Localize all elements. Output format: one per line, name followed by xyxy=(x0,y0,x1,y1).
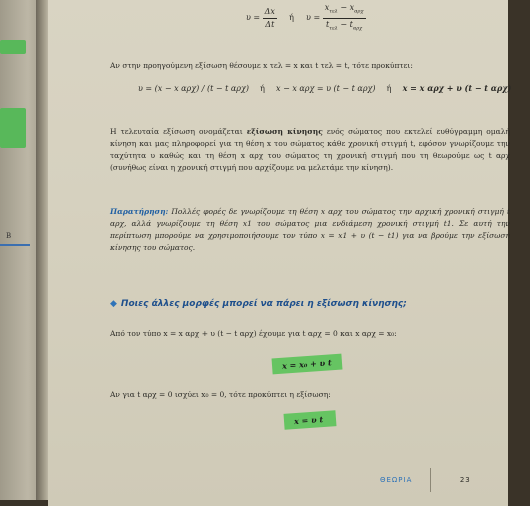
margin-mark: B xyxy=(6,232,12,240)
term-bold: εξίσωση κίνησης xyxy=(246,127,323,136)
top-equation xyxy=(246,2,366,34)
var-text: − x xyxy=(337,3,355,12)
subscript: αρχ xyxy=(352,25,363,32)
subscript: τελ xyxy=(329,8,338,15)
equation-line xyxy=(138,82,511,95)
footer-divider xyxy=(430,468,431,492)
fraction-numerator: Δx xyxy=(263,6,277,19)
eq-lhs: υ = xyxy=(306,13,321,23)
paragraph xyxy=(110,126,510,174)
text: Η τελευταία εξίσωση ονομάζεται xyxy=(110,127,247,136)
paragraph: Από τον τύπο x = x αρχ + υ (t − t αρχ) έχουμε για t αρχ = 0 και x αρχ = x₀: xyxy=(110,329,397,338)
margin-tab xyxy=(0,108,26,148)
left-page-edge xyxy=(0,0,40,500)
fraction-denominator xyxy=(323,19,366,35)
var-text: − t xyxy=(337,19,353,29)
var-text: x xyxy=(324,3,330,12)
note-text: Πολλές φορές δε γνωρίζουμε τη θέση x αρχ του σώματος την αρχική χρονική στιγμή t αρχ, αλλά γνωρίζουμε τη θέση x1 του σώματος μια ενδιάμεση χρονική στιγμή t1. Σε αυτή την περίπτωση μπορούμε να χρησιμοποιήσουμε τον τύπο x = x1 + υ (t − t1) για να βρούμε την εξίσωση κίνησης του σώματος. xyxy=(110,207,510,252)
arrow-icon xyxy=(0,244,30,246)
paragraph: Αν στην προηγούμενη εξίσωση θέσουμε x τελ = x και t τελ = t, τότε προκύπτει: xyxy=(110,61,413,70)
equation: x = x αρχ + υ (t − t αρχ) xyxy=(402,83,512,93)
var-text: t xyxy=(326,19,330,29)
fraction xyxy=(263,6,277,31)
equation: x − x αρχ = υ (t − t αρχ) xyxy=(276,84,376,93)
fraction-numerator xyxy=(323,2,366,19)
text: ενός σώματος που εκτελεί ευθύγραμμη ομαλή κίνηση και μας πληροφορεί για τη θέση x του σώματος κάθε χρονική στιγμή t, εφόσον γνωρίζουμε την ταχύτητα υ καθώς και τη θέση x αρχ του σώματος τη χρονική στιγμή που τη θεωρούμε ως t αρχ (συνήθως είναι η χρονική στιγμή που αρχίζουμε να μελετάμε την κίνηση). xyxy=(110,127,510,172)
subscript: αρχ xyxy=(354,8,364,15)
margin-tab xyxy=(0,40,26,54)
highlighted-equation: x = υ t xyxy=(284,410,337,430)
section-question xyxy=(110,298,407,310)
eq-lhs: υ = xyxy=(246,13,261,23)
fraction xyxy=(323,2,366,34)
question-text: Ποιες άλλες μορφές μπορεί να πάρει η εξίσωση κίνησης; xyxy=(120,299,407,309)
subscript: τελ xyxy=(329,25,338,32)
highlighted-equation: x = x₀ + υ t xyxy=(272,354,343,375)
page-number: 23 xyxy=(459,476,471,484)
or-text: ή xyxy=(386,84,392,93)
page-content xyxy=(110,0,530,496)
paragraph: Αν για t αρχ = 0 ισχύει x₀ = 0, τότε προκύπτει η εξίσωση: xyxy=(110,390,331,399)
footer-section: ΘΕΩΡΙΑ xyxy=(380,476,413,484)
fraction-denominator: Δt xyxy=(265,19,275,29)
or-text: ή xyxy=(260,84,265,93)
equation: υ = (x − x αρχ) / (t − t αρχ) xyxy=(138,84,249,93)
book-page xyxy=(48,0,512,506)
diamond-bullet-icon: ◆ xyxy=(110,299,117,309)
or-text: ή xyxy=(289,13,294,23)
note-title: Παρατήρηση: xyxy=(110,207,169,216)
page-footer xyxy=(380,468,471,492)
note-paragraph xyxy=(110,206,510,254)
